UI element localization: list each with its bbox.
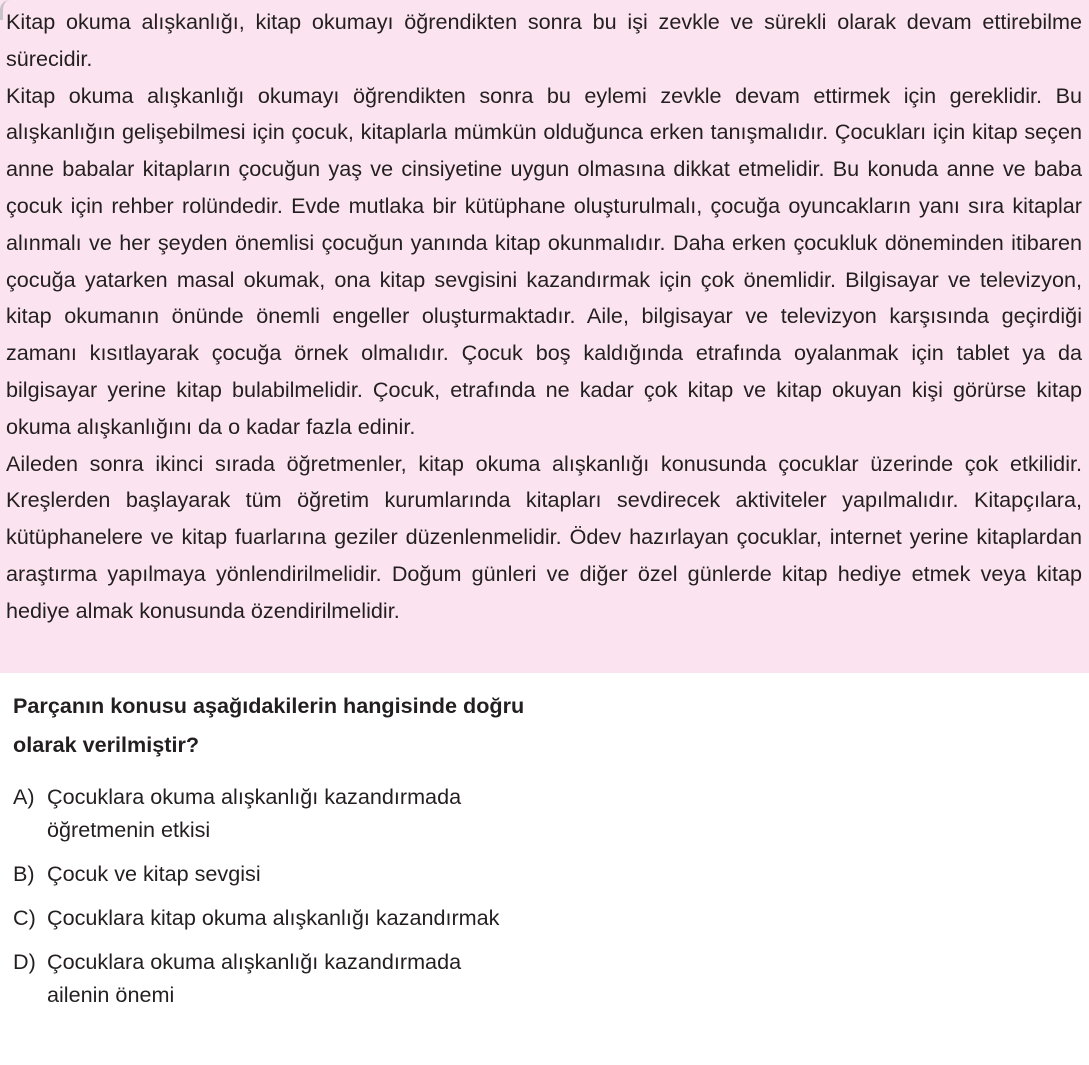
answer-options	[13, 780, 523, 1022]
passage-paragraph-2: Kitap okuma alışkanlığı okumayı öğrendikten sonra bu eylemi zevkle devam ettirmek için gereklidir. Bu alışkanlığın gelişebilmesi için çocuk, kitaplarla mümkün olduğunca erken tanışmalıdır. Çocukları için kitap seçen anne babalar kitapların çocuğun yaş ve cinsiyetine uygun olmasına dikkat etmelidir. Bu konuda anne ve baba çocuk için rehber rolündedir. Evde mutlaka bir kütüphane oluşturulmalı, çocuğa oyuncakların yanı sıra kitaplar alınmalı ve her şeyden önemlisi çocuğun yanında kitap okunmalıdır. Daha erken çocukluk döneminden itibaren çocuğa yatarken masal okumak, ona kitap sevgisini kazandırmak için çok önemlidir. Bilgisayar ve televizyon, kitap okumanın önünde önemli engeller oluşturmaktadır. Aile, bilgisayar ve televizyon karşısında geçirdiği zamanı kısıtlayarak çocuğa örnek olmalıdır. Çocuk boş kaldığında etrafında oyalanmak için tablet ya da bilgisayar yerine kitap bulabilmelidir. Çocuk, etrafında ne kadar çok kitap ve kitap okuyan kişi görürse kitap okuma alışkanlığını da o kadar fazla edinir.	[6, 82, 1082, 439]
option-text: Çocuklara okuma alışkanlığı kazandırmada öğretmenin etkisi	[47, 784, 462, 842]
option-b[interactable]	[13, 857, 523, 890]
option-text: Çocuk ve kitap sevgisi	[47, 861, 261, 886]
option-a[interactable]	[13, 780, 523, 846]
question-text: Parçanın konusu aşağıdakilerin hangisinde doğru olarak verilmiştir?	[13, 693, 525, 757]
option-letter: D)	[13, 949, 36, 974]
option-letter: C)	[13, 905, 36, 930]
option-d[interactable]	[13, 945, 523, 1011]
passage-paragraph-3: Aileden sonra ikinci sırada öğretmenler, kitap okuma alışkanlığı konusunda çocuklar üzerinde çok etkilidir. Kreşlerden başlayarak tüm öğretim kurumlarında kitapları sevdirecek aktiviteler yapılmalıdır. Kitapçılara, kütüphanelere ve kitap fuarlarına geziler düzenlenmelidir. Ödev hazırlayan çocuklar, internet yerine kitaplardan araştırma yapılmaya yönlendirilmelidir. Doğum günleri ve diğer özel günlerde kitap hediye etmek veya kitap hediye almak konusunda özendirilmelidir.	[6, 450, 1082, 623]
option-letter: B)	[13, 861, 35, 886]
option-text: Çocuklara okuma alışkanlığı kazandırmada ailenin önemi	[47, 949, 462, 1007]
corner-bracket-icon	[0, 0, 10, 20]
option-text: Çocuklara kitap okuma alışkanlığı kazandırmak	[47, 905, 500, 930]
passage-paragraph-1: Kitap okuma alışkanlığı, kitap okumayı öğrendikten sonra bu işi zevkle ve sürekli olarak devam ettirebilme sürecidir.	[6, 9, 1082, 71]
option-letter: A)	[13, 784, 35, 809]
option-c[interactable]	[13, 901, 523, 934]
